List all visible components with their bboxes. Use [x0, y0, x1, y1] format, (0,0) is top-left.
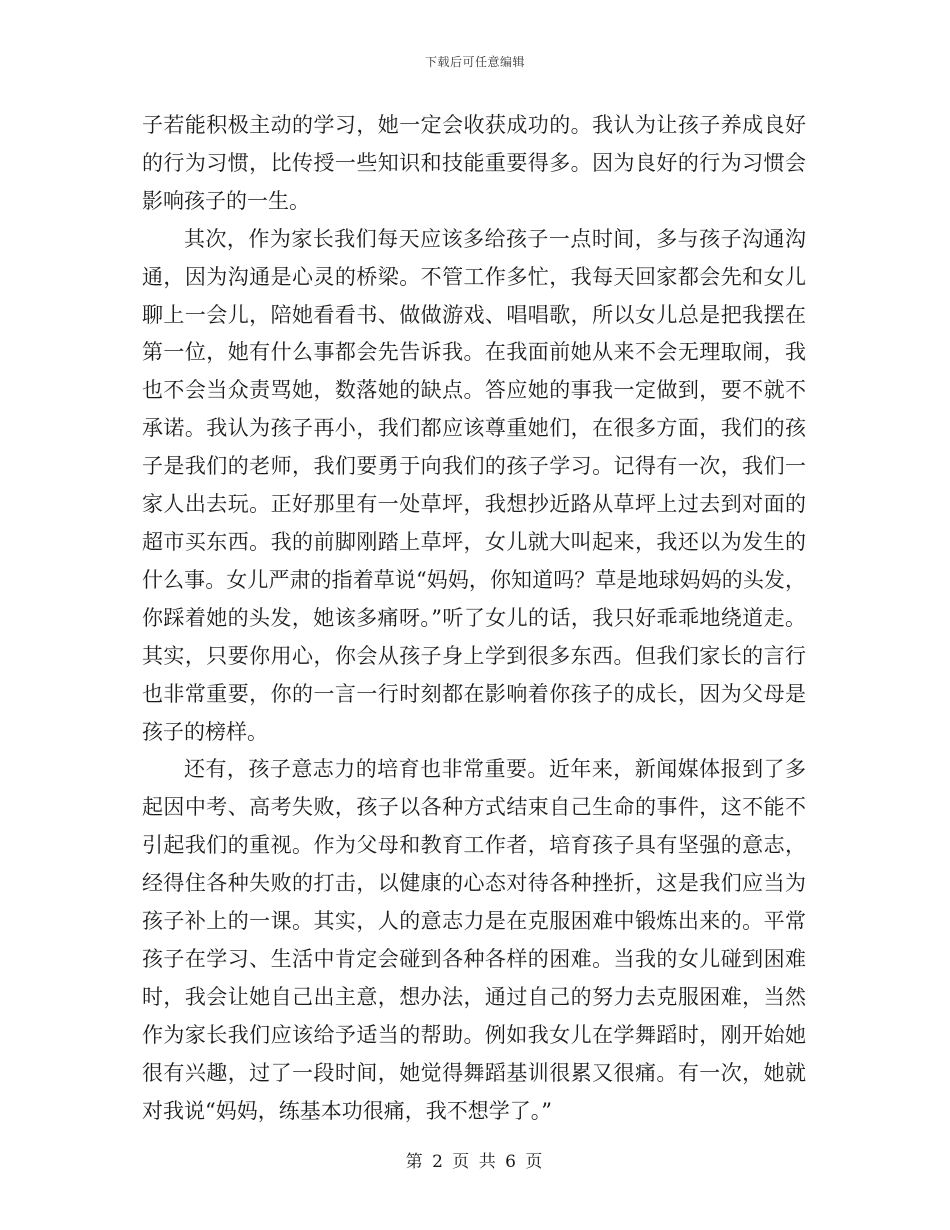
page-number-footer: 第 2 页 共 6 页 [405, 1152, 545, 1172]
page-header: 下载后可任意编辑 [424, 55, 525, 69]
paragraph: 子若能积极主动的学习，她一定会收获成功的。我认为让孩子养成良好的行为习惯，比传授一些知识和技能重要得多。因为良好的行为习惯会影响孩子的一生。 [142, 113, 806, 213]
paragraph: 还有，孩子意志力的培育也非常重要。近年来，新闻媒体报到了多起因中考、高考失败，孩子以各种方式结束自己生命的事件，这不能不引起我们的重视。作为父母和教育工作者，培育孩子具有坚强的意志，经得住各种失败的打击，以健康的心态对待各种挫折，这是我们应当为孩子补上的一课。其实，人的意志力是在克服困难中锻炼出来的。平常孩子在学习、生活中肯定会碰到各种各样的困难。当我的女儿碰到困难时，我会让她自己出主意，想办法，通过自己的努力去克服困难，当然作为家长我们应该给予适当的帮助。例如我女儿在学舞蹈时，刚开始她很有兴趣，过了一段时间，她觉得舞蹈基训很累又很痛。有一次，她就对我说“妈妈，练基本功很痛，我不想学了。” [142, 757, 806, 1123]
document-body [142, 107, 806, 1130]
paragraph: 其次，作为家长我们每天应该多给孩子一点时间，多与孩子沟通沟通，因为沟通是心灵的桥梁。不管工作多忙，我每天回家都会先和女儿聊上一会儿，陪她看看书、做做游戏、唱唱歌，所以女儿总是把我摆在第一位，她有什么事都会先告诉我。在我面前她从来不会无理取闹，我也不会当众责骂她，数落她的缺点。答应她的事我一定做到，要不就不承诺。我认为孩子再小，我们都应该尊重她们，在很多方面，我们的孩子是我们的老师，我们要勇于向我们的孩子学习。记得有一次，我们一家人出去玩。正好那里有一处草坪，我想抄近路从草坪上过去到对面的超市买东西。我的前脚刚踏上草坪，女儿就大叫起来，我还以为发生的什么事。女儿严肃的指着草说“妈妈，你知道吗？草是地球妈妈的头发，你踩着她的头发，她该多痛呀。”听了女儿的话，我只好乖乖地绕道走。其实，只要你用心，你会从孩子身上学到很多东西。但我们家长的言行也非常重要，你的一言一行时刻都在影响着你孩子的成长，因为父母是孩子的榜样。 [142, 226, 806, 744]
